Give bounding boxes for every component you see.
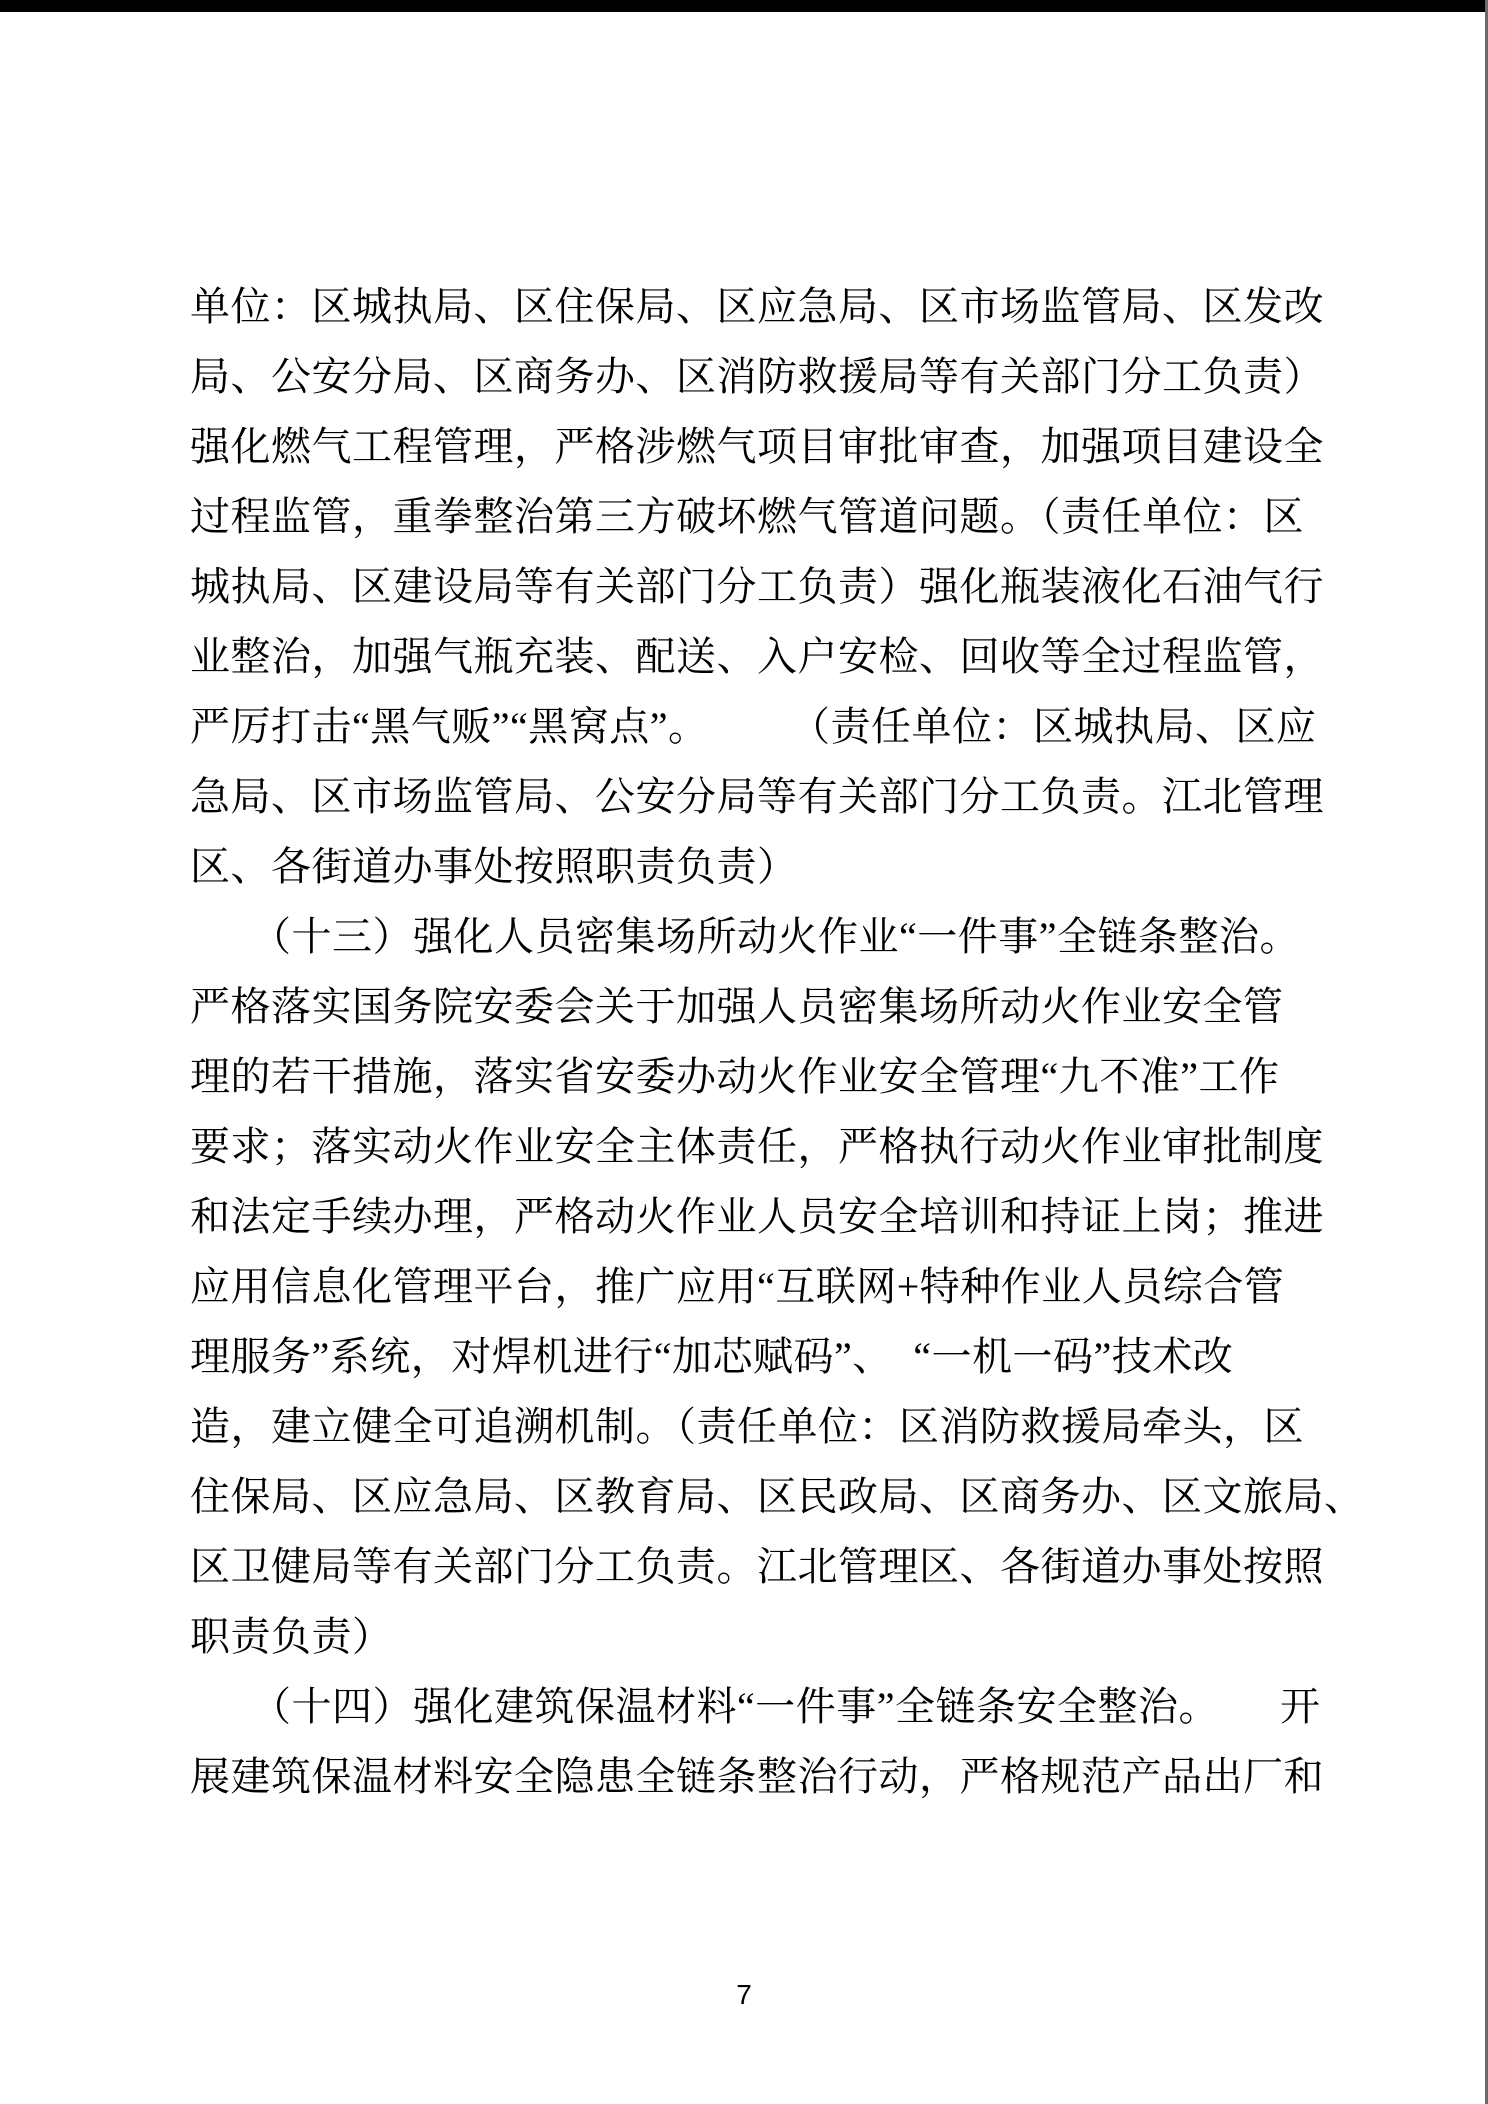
text-line: 展建筑保温材料安全隐患全链条整治行动，严格规范产品出厂和: [190, 1754, 1324, 1799]
text-line: 单位：区城执局、区住保局、区应急局、区市场监管局、区发改: [190, 284, 1324, 329]
text-line: 区卫健局等有关部门分工负责。江北管理区、各街道办事处按照: [190, 1544, 1324, 1589]
text-line: 急局、区市场监管局、公安分局等有关部门分工负责。江北管理: [190, 774, 1324, 819]
text-line: 过程监管，重拳整治第三方破坏燃气管道问题。（责任单位：区: [190, 494, 1304, 539]
text-line: 区、各街道办事处按照职责负责）: [190, 844, 798, 889]
page-number: 7: [736, 1979, 752, 2010]
text-line: 强化燃气工程管理，严格涉燃气项目审批审查，加强项目建设全: [190, 424, 1324, 469]
text-line: 城执局、区建设局等有关部门分工负责）强化瓶装液化石油气行: [190, 564, 1324, 609]
text-line: 业整治，加强气瓶充装、配送、入户安检、回收等全过程监管，: [190, 634, 1324, 679]
text-line: （十四）强化建筑保温材料“一件事”全链条安全整治。 开: [190, 1684, 1321, 1729]
text-line: 造，建立健全可追溯机制。（责任单位：区消防救援局牵头，区: [190, 1404, 1304, 1449]
scan-artifact-top-bar: [0, 0, 1488, 12]
text-line: 住保局、区应急局、区教育局、区民政局、区商务办、区文旅局、: [190, 1474, 1365, 1519]
text-line: 局、公安分局、区商务办、区消防救援局等有关部门分工负责）: [190, 354, 1324, 399]
text-line: 和法定手续办理，严格动火作业人员安全培训和持证上岗；推进: [190, 1194, 1324, 1239]
text-line: 应用信息化管理平台，推广应用“互联网+特种作业人员综合管: [190, 1264, 1285, 1309]
text-line: 理服务”系统，对焊机进行“加芯赋码”、 “一机一码”技术改: [190, 1334, 1234, 1379]
text-line: 职责负责）: [190, 1614, 393, 1659]
text-line: 理的若干措施，落实省安委办动火作业安全管理“九不准”工作: [190, 1054, 1280, 1099]
text-line: 严格落实国务院安委会关于加强人员密集场所动火作业安全管: [190, 984, 1284, 1029]
text-line: （十三）强化人员密集场所动火作业“一件事”全链条整治。: [190, 914, 1301, 959]
text-line: 要求；落实动火作业安全主体责任，严格执行动火作业审批制度: [190, 1124, 1324, 1169]
document-text-block: [190, 272, 1390, 1812]
text-line: 严厉打击“黑气贩”“黑窝点”。 （责任单位：区城执局、区应: [190, 704, 1317, 749]
